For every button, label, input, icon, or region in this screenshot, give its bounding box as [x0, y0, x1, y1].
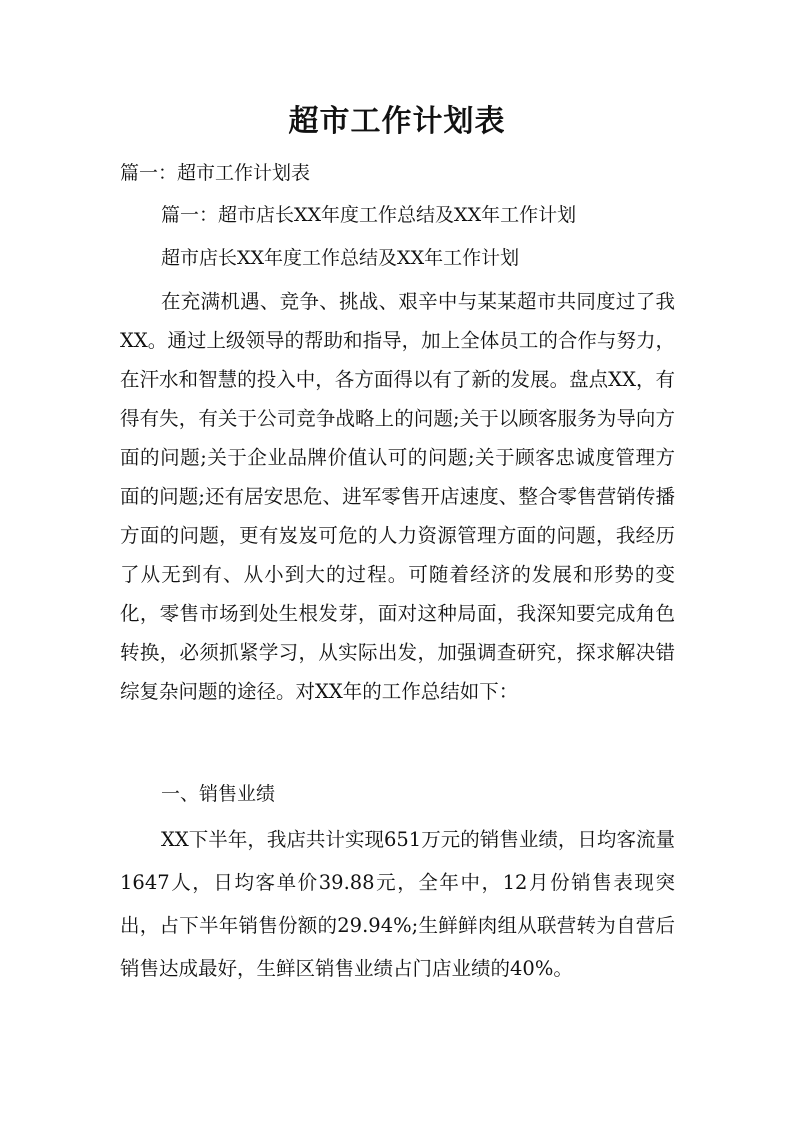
section-heading: 篇一：超市工作计划表 [120, 162, 311, 184]
section-title-sales: 一、销售业绩 [161, 783, 276, 805]
subheading-2: 超市店长XX年度工作总结及XX年工作计划 [161, 247, 520, 269]
body-paragraph-1: 在充满机遇、竞争、挑战、艰辛中与某某超市共同度过了我XX。通过上级领导的帮助和指导，加上全体员工的合作与努力，在汗水和智慧的投入中，各方面得以有了新的发展。盘点XX，有得有失，有关于公司竞争战略上的问题;关于以顾客服务为导向方面的问题;关于企业品牌价值认可的问题;关于顾客忠诚度管理方面的问题;还有居安思危、进军零售开店速度、整合零售营销传播方面的问题，更有岌岌可危的人力资源管理方面的问题，我经历了从无到有、从小到大的过程。可随着经济的发展和形势的变化，零售市场到处生根发芽，面对这种局面，我深知要完成角色转换，必须抓紧学习，从实际出发，加强调查研究，探求解决错综复杂问题的途径。对XX年的工作总结如下： [120, 290, 675, 703]
document-title: 超市工作计划表 [288, 104, 506, 139]
subheading-1: 篇一：超市店长XX年度工作总结及XX年工作计划 [161, 204, 577, 226]
body-paragraph-2: XX下半年，我店共计实现651万元的销售业绩，日均客流量1647人，日均客单价39.88元，全年中，12月份销售表现突出，占下半年销售份额的29.94%;生鲜鲜肉组从联营转为自营后销售达成最好，生鲜区销售业绩占门店业绩的40%。 [120, 828, 675, 980]
